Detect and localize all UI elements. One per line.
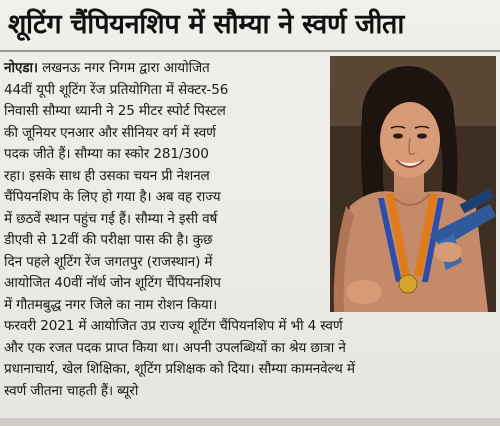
article-line [4,58,329,80]
article-line: और एक रजत पदक प्राप्त किया था। अपनी उपलब्धियों का श्रेय छात्रा ने [4,339,346,356]
article-column [4,58,329,316]
article-line: दिन पहले शूटिंग रेंज जगतपुर (राजस्थान) में [4,253,213,270]
article-line: में छठवें स्थान पहुंच गई हैं। सौम्या ने इसी वर्ष [4,210,218,227]
article-full-width-lines [4,316,496,402]
article-line: फरवरी 2021 में आयोजित उप्र राज्य शूटिंग चैंपियनशिप में भी 4 स्वर्ण [4,318,343,334]
photo-girl-with-pistol [330,56,496,312]
headline-divider [0,50,500,52]
article-line: की जूनियर एनआर और सीनियर वर्ग में स्वर्ण [4,124,216,141]
article-line: निवासी सौम्या ध्यानी ने 25 मीटर स्पोर्ट पिस्टल [4,103,226,119]
article-line: चैंपियनशिप के लिए हो गया है। अब वह राज्य [4,189,221,205]
article-line: डीएवी से 12वीं की परीक्षा पास की है। कुछ [4,232,213,248]
article-line: में गौतमबुद्ध नगर जिले का नाम रोशन किया। [4,296,218,313]
article-line: स्वर्ण जीतना चाहती हैं। ब्यूरो [4,382,139,399]
article-line: आयोजित 40वीं नॉर्थ जोन शूटिंग चैंपियनशिप [4,275,221,291]
article-line: प्रधानाचार्य, खेल शिक्षिका, शूटिंग प्रशिक्षक को दिया। सौम्या कामनवेल्थ में [4,361,355,377]
article-line-text: लखनऊ नगर निगम द्वारा आयोजित [37,60,210,76]
headline: शूटिंग चैंपियनशिप में सौम्या ने स्वर्ण जीता [8,9,405,40]
page-edge [0,418,500,426]
article-line: 44वीं यूपी शूटिंग रेंज प्रतियोगिता में सेक्टर-56 [4,81,229,98]
article-line: रहा। इसके साथ ही उसका चयन प्री नेशनल [4,167,210,184]
dateline: नोएडा। [4,60,38,76]
article-line: पदक जीते हैं। सौम्या का स्कोर 281/300 [4,146,209,162]
